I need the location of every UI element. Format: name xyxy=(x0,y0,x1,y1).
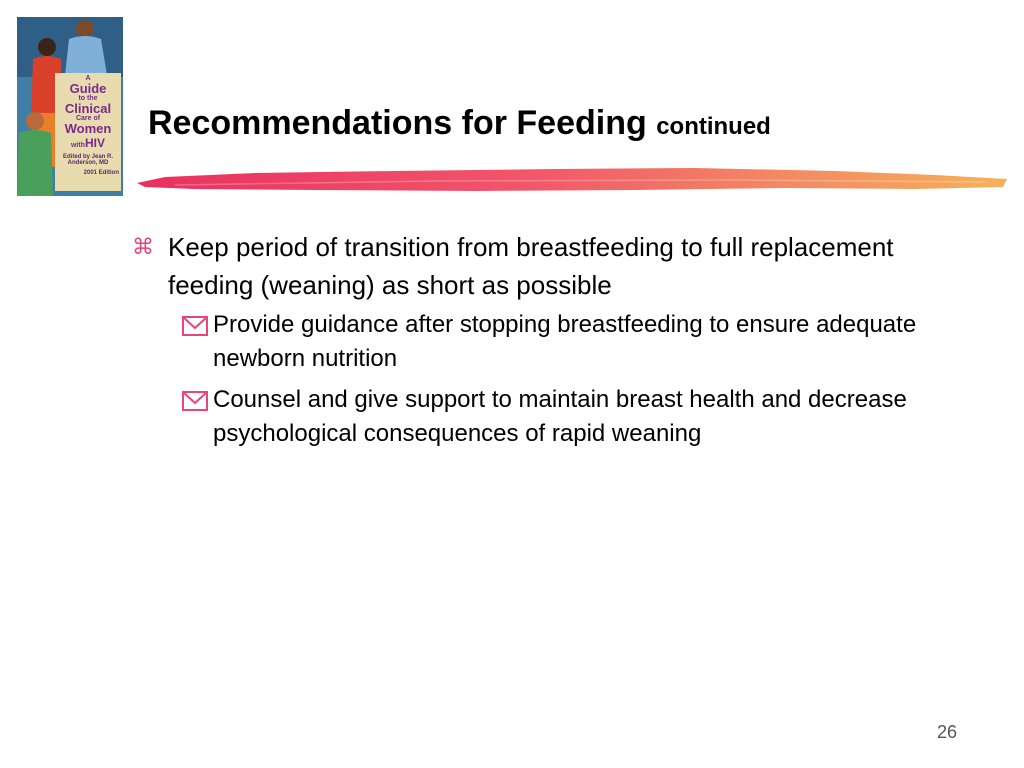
slide-title-main: Recommendations for Feeding xyxy=(148,104,647,142)
cover-line-clinical: Clinical xyxy=(64,101,112,116)
bullet-item xyxy=(132,228,932,451)
cover-edition: 2001 Edition xyxy=(83,170,119,176)
cover-line-with: with xyxy=(70,142,85,149)
sub-bullet-list xyxy=(168,308,932,451)
bullet-text: Keep period of transition from breastfeeding to full replacement feeding (weaning) as short as possible xyxy=(168,232,894,300)
sub-bullet-item xyxy=(168,383,932,451)
envelope-icon xyxy=(182,391,208,411)
page-number: 26 xyxy=(936,722,957,742)
cover-line-guide: Guide xyxy=(69,81,107,96)
sub-bullet-text: Provide guidance after stopping breastfeeding to ensure adequate newborn nutrition xyxy=(213,311,917,372)
bullet-list xyxy=(132,228,932,458)
slide-title-sub: continued xyxy=(656,113,771,140)
cover-editor: Edited by Jean R. Anderson, MD xyxy=(62,154,113,166)
brush-stroke-divider xyxy=(135,163,1010,197)
cover-line-hiv: HIV xyxy=(84,136,105,150)
cover-line-women: Women xyxy=(64,121,112,136)
envelope-icon xyxy=(182,316,208,336)
book-cover-logo xyxy=(17,17,123,196)
command-key-icon: ⌘ xyxy=(132,235,154,260)
sub-bullet-item xyxy=(168,308,932,376)
cover-line-tothe: to the xyxy=(78,95,98,102)
sub-bullet-text: Counsel and give support to maintain breast health and decrease psychological consequences of rapid weaning xyxy=(213,386,907,447)
book-cover-title xyxy=(57,75,119,176)
cover-line-careof: Care of xyxy=(75,115,101,122)
slide-title xyxy=(148,104,771,143)
cover-line-a: A xyxy=(85,75,91,82)
